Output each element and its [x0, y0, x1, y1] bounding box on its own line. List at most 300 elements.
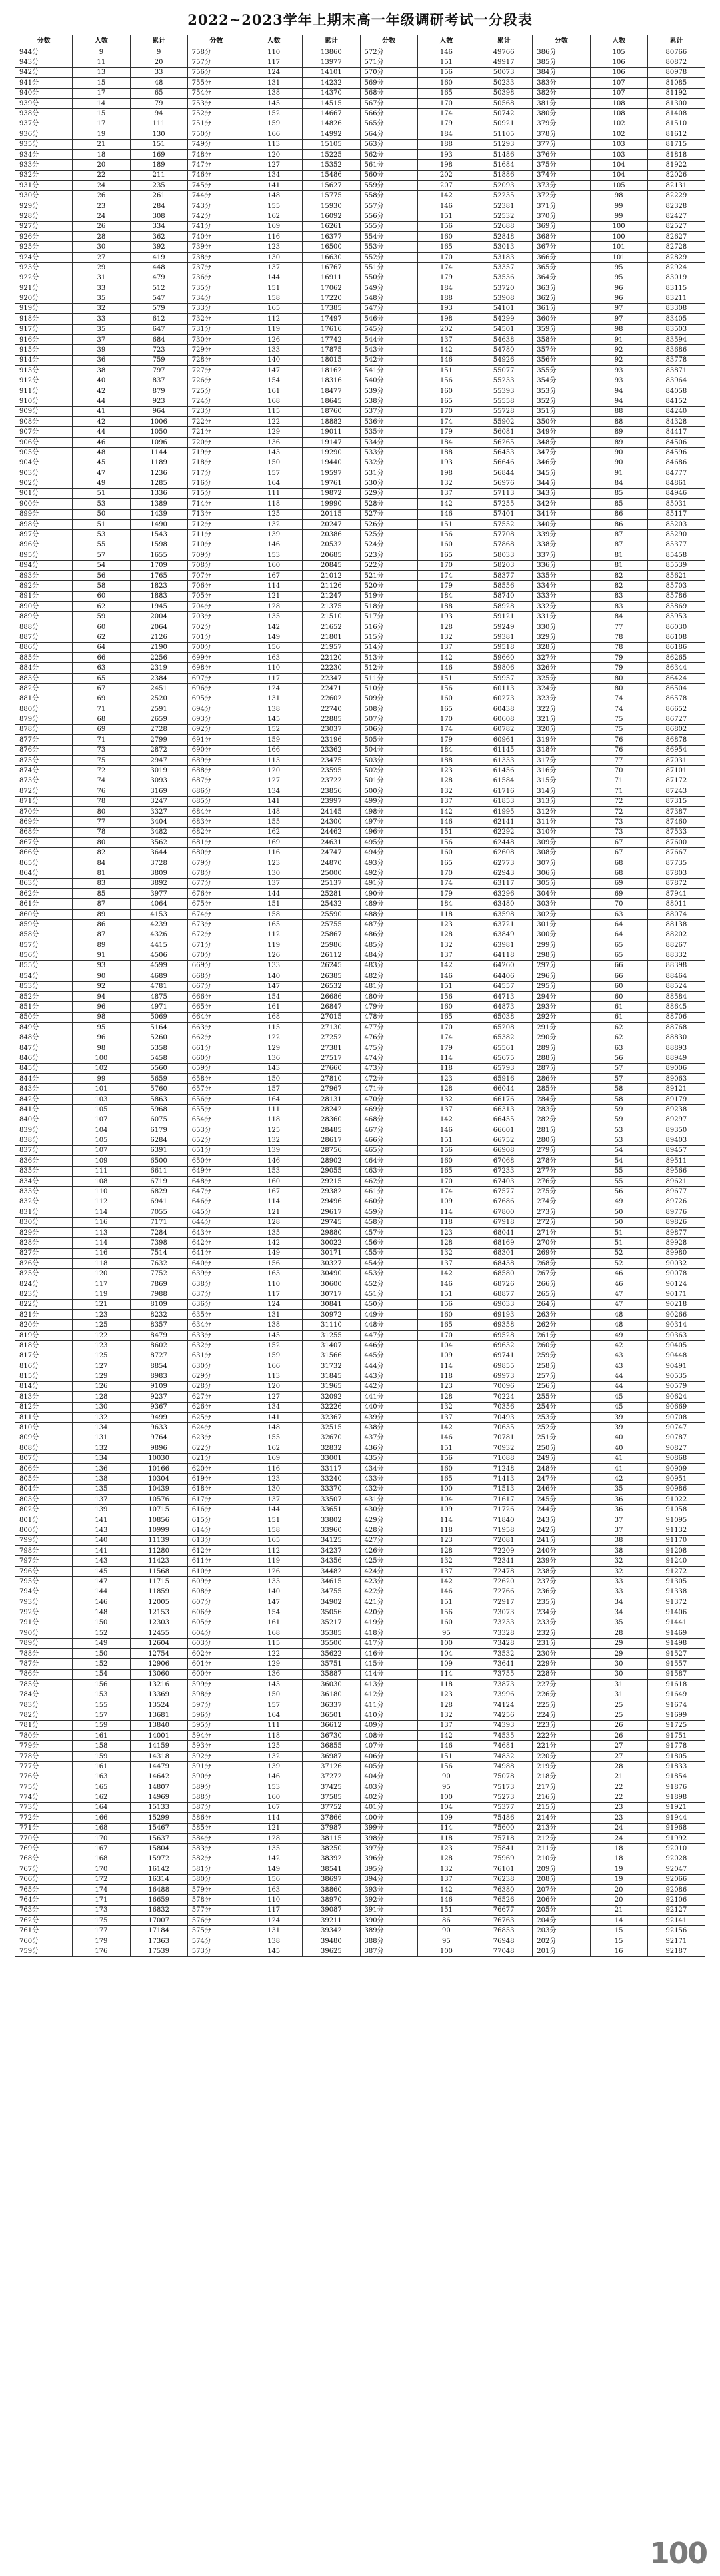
count-cell: 78: [73, 796, 130, 806]
count-cell: 15: [73, 109, 130, 119]
cumulative-cell: 84777: [647, 468, 705, 478]
count-cell: 76: [590, 735, 647, 745]
table-row: [15, 1443, 705, 1453]
score-cell: 474分: [360, 1053, 417, 1063]
score-cell: 768分: [15, 1854, 73, 1864]
count-cell: 42: [590, 1474, 647, 1484]
cumulative-cell: 81300: [647, 98, 705, 108]
count-cell: 142: [245, 1854, 303, 1864]
count-cell: 82: [73, 848, 130, 858]
count-cell: 66: [590, 971, 647, 981]
count-cell: 136: [245, 1669, 303, 1679]
score-cell: 343分: [533, 488, 590, 498]
score-cell: 695分: [187, 694, 245, 704]
score-cell: 865分: [15, 858, 73, 868]
cumulative-cell: 56646: [475, 458, 533, 468]
count-cell: 26: [73, 221, 130, 231]
cumulative-cell: 32832: [303, 1443, 360, 1453]
count-cell: 47: [590, 1289, 647, 1299]
score-cell: 866分: [15, 848, 73, 858]
cumulative-cell: 72766: [475, 1587, 533, 1597]
score-cell: 652分: [187, 1135, 245, 1145]
count-cell: 94: [73, 991, 130, 1001]
count-cell: 179: [73, 1936, 130, 1946]
cumulative-cell: 3892: [130, 878, 187, 888]
count-cell: 163: [245, 1269, 303, 1279]
score-cell: 539分: [360, 386, 417, 396]
count-cell: 116: [245, 1463, 303, 1473]
score-cell: 623分: [187, 1433, 245, 1443]
cumulative-cell: 87600: [647, 838, 705, 848]
count-cell: 123: [417, 1074, 475, 1084]
cumulative-cell: 21510: [303, 612, 360, 622]
cumulative-cell: 74988: [475, 1762, 533, 1772]
score-cell: 476分: [360, 1033, 417, 1043]
table-row: [15, 622, 705, 632]
score-cell: 598分: [187, 1690, 245, 1700]
score-cell: 453分: [360, 1269, 417, 1279]
count-cell: 71: [590, 786, 647, 796]
count-cell: 166: [245, 745, 303, 755]
table-row: [15, 78, 705, 88]
score-cell: 671分: [187, 940, 245, 950]
cumulative-cell: 91338: [647, 1587, 705, 1597]
cumulative-cell: 16630: [303, 252, 360, 262]
cumulative-cell: 62292: [475, 827, 533, 837]
cumulative-cell: 76526: [475, 1895, 533, 1905]
score-cell: 855分: [15, 960, 73, 971]
cumulative-cell: 84058: [647, 386, 705, 396]
score-cell: 201分: [533, 1946, 590, 1956]
count-cell: 75: [590, 724, 647, 734]
count-cell: 146: [245, 540, 303, 550]
count-cell: 151: [417, 1751, 475, 1761]
count-cell: 129: [245, 1043, 303, 1053]
count-cell: 137: [417, 1412, 475, 1422]
count-cell: 142: [417, 960, 475, 971]
cumulative-cell: 91805: [647, 1751, 705, 1761]
cumulative-cell: 89179: [647, 1094, 705, 1104]
count-cell: 92: [73, 981, 130, 991]
score-cell: 737分: [187, 263, 245, 273]
score-cell: 586分: [187, 1813, 245, 1823]
cumulative-cell: 23196: [303, 735, 360, 745]
score-cell: 738分: [187, 252, 245, 262]
cumulative-cell: 65793: [475, 1063, 533, 1073]
score-cell: 727分: [187, 366, 245, 376]
count-cell: 140: [245, 1587, 303, 1597]
cumulative-cell: 36730: [303, 1731, 360, 1741]
score-cell: 892分: [15, 581, 73, 591]
count-cell: 95: [417, 1628, 475, 1638]
cumulative-cell: 26847: [303, 1002, 360, 1012]
score-cell: 253分: [533, 1412, 590, 1422]
count-cell: 95: [417, 1782, 475, 1792]
cumulative-cell: 22120: [303, 653, 360, 663]
count-cell: 160: [417, 78, 475, 88]
cumulative-cell: 23722: [303, 776, 360, 786]
count-cell: 95: [417, 1936, 475, 1946]
score-cell: 480分: [360, 991, 417, 1001]
cumulative-cell: 25986: [303, 940, 360, 950]
count-cell: 132: [73, 1412, 130, 1422]
count-cell: 33: [590, 1587, 647, 1597]
cumulative-cell: 91921: [647, 1802, 705, 1812]
count-cell: 83: [590, 591, 647, 601]
cumulative-cell: 58033: [475, 550, 533, 560]
count-cell: 132: [245, 519, 303, 529]
count-cell: 139: [245, 530, 303, 540]
cumulative-cell: 53183: [475, 252, 533, 262]
cumulative-cell: 14667: [303, 109, 360, 119]
score-cell: 627分: [187, 1392, 245, 1402]
count-cell: 174: [417, 570, 475, 580]
table-row: [15, 1874, 705, 1884]
score-cell: 427分: [360, 1535, 417, 1545]
cumulative-cell: 35622: [303, 1648, 360, 1658]
score-cell: 449分: [360, 1310, 417, 1320]
score-cell: 371分: [533, 201, 590, 211]
cumulative-cell: 32367: [303, 1412, 360, 1422]
score-cell: 898分: [15, 519, 73, 529]
cumulative-cell: 169: [130, 149, 187, 159]
score-cell: 692分: [187, 724, 245, 734]
score-cell: 664分: [187, 1012, 245, 1022]
count-cell: 35: [590, 1484, 647, 1494]
score-cell: 225分: [533, 1700, 590, 1710]
count-cell: 64: [73, 642, 130, 652]
count-cell: 162: [245, 827, 303, 837]
score-cell: 389分: [360, 1926, 417, 1936]
score-cell: 785分: [15, 1680, 73, 1690]
cumulative-cell: 2319: [130, 663, 187, 673]
score-cell: 557分: [360, 201, 417, 211]
score-cell: 901分: [15, 488, 73, 498]
cumulative-cell: 66455: [475, 1115, 533, 1125]
score-cell: 290分: [533, 1033, 590, 1043]
score-cell: 465分: [360, 1145, 417, 1155]
cumulative-cell: 91305: [647, 1577, 705, 1587]
score-cell: 333分: [533, 591, 590, 601]
count-cell: 159: [73, 1720, 130, 1730]
score-cell: 415分: [360, 1659, 417, 1669]
count-cell: 131: [73, 1433, 130, 1443]
score-cell: 264分: [533, 1299, 590, 1309]
cumulative-cell: 2947: [130, 755, 187, 765]
cumulative-cell: 19440: [303, 458, 360, 468]
cumulative-cell: 75841: [475, 1844, 533, 1854]
cumulative-cell: 69855: [475, 1361, 533, 1371]
score-cell: 779分: [15, 1741, 73, 1751]
count-cell: 150: [73, 1618, 130, 1628]
score-cell: 592分: [187, 1751, 245, 1761]
score-cell: 616分: [187, 1505, 245, 1515]
cumulative-cell: 91876: [647, 1782, 705, 1792]
cumulative-cell: 16377: [303, 232, 360, 242]
cumulative-cell: 88074: [647, 909, 705, 919]
count-cell: 151: [417, 57, 475, 67]
count-cell: 131: [245, 78, 303, 88]
score-cell: 581分: [187, 1864, 245, 1874]
count-cell: 19: [590, 1864, 647, 1874]
count-cell: 52: [590, 1259, 647, 1269]
cumulative-cell: 90669: [647, 1402, 705, 1412]
cumulative-cell: 284: [130, 201, 187, 211]
score-cell: 650分: [187, 1156, 245, 1166]
score-cell: 672分: [187, 930, 245, 940]
score-cell: 459分: [360, 1207, 417, 1217]
score-cell: 355分: [533, 366, 590, 376]
cumulative-cell: 62141: [475, 817, 533, 827]
score-cell: 479分: [360, 1002, 417, 1012]
cumulative-cell: 71413: [475, 1474, 533, 1484]
count-cell: 132: [417, 1402, 475, 1412]
cumulative-cell: 32226: [303, 1402, 360, 1412]
count-cell: 60: [590, 981, 647, 991]
score-cell: 755分: [187, 78, 245, 88]
count-cell: 48: [590, 1320, 647, 1330]
table-header-row: [15, 35, 705, 47]
score-cell: 912分: [15, 376, 73, 386]
score-cell: 885分: [15, 653, 73, 663]
score-cell: 242分: [533, 1525, 590, 1535]
score-cell: 518分: [360, 602, 417, 612]
score-cell: 202分: [533, 1936, 590, 1946]
count-cell: 41: [73, 406, 130, 416]
count-cell: 107: [73, 1115, 130, 1125]
count-cell: 86: [73, 920, 130, 930]
score-cell: 286分: [533, 1074, 590, 1084]
score-cell: 431分: [360, 1495, 417, 1505]
cumulative-cell: 1709: [130, 560, 187, 570]
score-cell: 229分: [533, 1659, 590, 1669]
count-cell: 32: [590, 1556, 647, 1566]
count-cell: 104: [417, 1495, 475, 1505]
cumulative-cell: 61716: [475, 786, 533, 796]
score-cell: 714分: [187, 499, 245, 509]
cumulative-cell: 91898: [647, 1792, 705, 1802]
score-cell: 806分: [15, 1463, 73, 1473]
cumulative-cell: 89457: [647, 1145, 705, 1155]
count-cell: 136: [245, 437, 303, 447]
score-cell: 482分: [360, 971, 417, 981]
table-row: [15, 437, 705, 447]
cumulative-cell: 1144: [130, 448, 187, 458]
cumulative-cell: 83871: [647, 366, 705, 376]
score-cell: 700分: [187, 642, 245, 652]
score-cell: 809分: [15, 1433, 73, 1443]
table-row: [15, 817, 705, 827]
score-cell: 508分: [360, 704, 417, 714]
count-cell: 100: [590, 232, 647, 242]
score-cell: 234分: [533, 1607, 590, 1618]
cumulative-cell: 4506: [130, 950, 187, 960]
count-cell: 99: [590, 201, 647, 211]
count-cell: 76: [73, 786, 130, 796]
cumulative-cell: 1096: [130, 437, 187, 447]
score-cell: 669分: [187, 960, 245, 971]
cumulative-cell: 16659: [130, 1895, 187, 1905]
table-row: [15, 1895, 705, 1905]
cumulative-cell: 684: [130, 334, 187, 344]
count-cell: 74: [590, 694, 647, 704]
score-cell: 918分: [15, 314, 73, 324]
cumulative-cell: 16092: [303, 211, 360, 221]
count-cell: 63: [590, 909, 647, 919]
count-cell: 140: [245, 971, 303, 981]
cumulative-cell: 21801: [303, 632, 360, 642]
table-row: [15, 581, 705, 591]
score-cell: 265分: [533, 1289, 590, 1299]
count-cell: 125: [245, 1741, 303, 1751]
score-cell: 481分: [360, 981, 417, 991]
table-row: [15, 396, 705, 406]
score-cell: 560分: [360, 170, 417, 180]
cumulative-cell: 8357: [130, 1320, 187, 1330]
count-cell: 91: [590, 468, 647, 478]
score-cell: 260分: [533, 1341, 590, 1351]
score-cell: 715分: [187, 488, 245, 498]
count-cell: 23: [590, 1802, 647, 1812]
score-cell: 815分: [15, 1371, 73, 1381]
cumulative-cell: 69973: [475, 1371, 533, 1381]
count-cell: 33: [73, 283, 130, 293]
table-row: [15, 540, 705, 550]
count-cell: 53: [73, 530, 130, 540]
count-cell: 146: [245, 1156, 303, 1166]
column-header: 人数: [417, 35, 475, 47]
score-cell: 835分: [15, 1166, 73, 1176]
count-cell: 35: [73, 293, 130, 303]
cumulative-cell: 51486: [475, 149, 533, 159]
cumulative-cell: 65: [130, 88, 187, 98]
cumulative-cell: 36337: [303, 1700, 360, 1710]
table-row: [15, 1535, 705, 1545]
cumulative-cell: 2064: [130, 622, 187, 632]
count-cell: 90: [417, 1926, 475, 1936]
table-row: [15, 448, 705, 458]
score-cell: 909分: [15, 406, 73, 416]
score-cell: 369分: [533, 221, 590, 231]
cumulative-cell: 27130: [303, 1023, 360, 1033]
score-cell: 842分: [15, 1094, 73, 1104]
count-cell: 160: [417, 1156, 475, 1166]
count-cell: 167: [245, 1802, 303, 1812]
table-row: [15, 1515, 705, 1525]
count-cell: 158: [245, 1525, 303, 1535]
count-cell: 188: [417, 293, 475, 303]
cumulative-cell: 62773: [475, 858, 533, 868]
count-cell: 124: [245, 1916, 303, 1926]
cumulative-cell: 24300: [303, 817, 360, 827]
cumulative-cell: 4781: [130, 981, 187, 991]
table-row: [15, 858, 705, 868]
cumulative-cell: 19990: [303, 499, 360, 509]
count-cell: 42: [590, 1341, 647, 1351]
score-cell: 485分: [360, 940, 417, 950]
count-cell: 142: [417, 1423, 475, 1433]
count-cell: 67: [590, 848, 647, 858]
table-row: [15, 488, 705, 498]
count-cell: 160: [417, 232, 475, 242]
count-cell: 114: [417, 1207, 475, 1217]
score-cell: 922分: [15, 273, 73, 283]
cumulative-cell: 37987: [303, 1823, 360, 1833]
table-row: [15, 293, 705, 303]
table-row: [15, 88, 705, 98]
count-cell: 143: [245, 1063, 303, 1073]
count-cell: 170: [73, 1833, 130, 1843]
cumulative-cell: 8854: [130, 1361, 187, 1371]
score-cell: 705分: [187, 591, 245, 601]
table-row: [15, 1484, 705, 1494]
cumulative-cell: 92066: [647, 1874, 705, 1884]
count-cell: 132: [417, 786, 475, 796]
table-row: [15, 1823, 705, 1833]
score-cell: 941分: [15, 78, 73, 88]
cumulative-cell: 17616: [303, 324, 360, 334]
count-cell: 130: [245, 252, 303, 262]
table-row: [15, 1310, 705, 1320]
score-cell: 326分: [533, 663, 590, 673]
score-cell: 934分: [15, 149, 73, 159]
count-cell: 134: [245, 170, 303, 180]
table-row: [15, 1916, 705, 1926]
count-cell: 59: [73, 612, 130, 622]
score-cell: 852分: [15, 991, 73, 1001]
score-cell: 467分: [360, 1125, 417, 1135]
score-cell: 752分: [187, 109, 245, 119]
count-cell: 38: [590, 1546, 647, 1556]
cumulative-cell: 21375: [303, 602, 360, 612]
count-cell: 163: [245, 653, 303, 663]
cumulative-cell: 87941: [647, 889, 705, 899]
count-cell: 80: [590, 673, 647, 683]
count-cell: 85: [590, 499, 647, 509]
score-cell: 206分: [533, 1895, 590, 1905]
score-cell: 850分: [15, 1012, 73, 1022]
cumulative-cell: 3809: [130, 868, 187, 878]
count-cell: 123: [73, 1310, 130, 1320]
count-cell: 87: [590, 540, 647, 550]
cumulative-cell: 923: [130, 396, 187, 406]
score-distribution-table: [15, 35, 705, 1957]
count-cell: 51: [73, 519, 130, 529]
score-cell: 859分: [15, 920, 73, 930]
score-cell: 300分: [533, 930, 590, 940]
score-cell: 646分: [187, 1197, 245, 1207]
count-cell: 45: [590, 1392, 647, 1402]
cumulative-cell: 77048: [475, 1946, 533, 1956]
score-cell: 542分: [360, 355, 417, 365]
table-row: [15, 334, 705, 344]
cumulative-cell: 7869: [130, 1279, 187, 1289]
count-cell: 32: [73, 303, 130, 313]
count-cell: 112: [245, 930, 303, 940]
cumulative-cell: 27660: [303, 1063, 360, 1073]
count-cell: 165: [73, 1782, 130, 1792]
score-cell: 933分: [15, 160, 73, 170]
score-cell: 447分: [360, 1330, 417, 1340]
count-cell: 118: [73, 1259, 130, 1269]
count-cell: 158: [73, 1741, 130, 1751]
cumulative-cell: 90986: [647, 1484, 705, 1494]
count-cell: 105: [590, 47, 647, 57]
cumulative-cell: 50398: [475, 88, 533, 98]
score-cell: 426分: [360, 1546, 417, 1556]
cumulative-cell: 88011: [647, 899, 705, 909]
table-row: [15, 1813, 705, 1823]
